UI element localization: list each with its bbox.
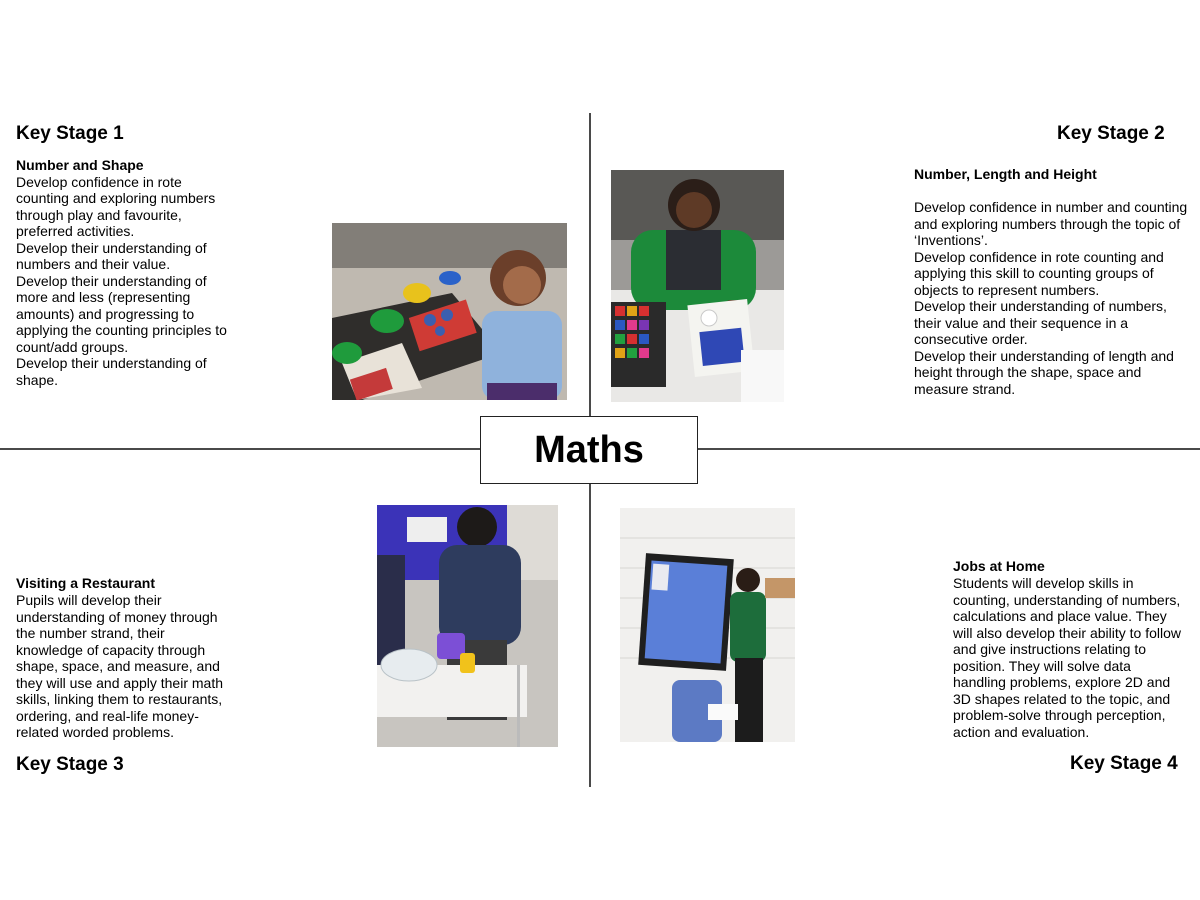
ks2-line: objects to represent numbers.: [914, 281, 1100, 298]
ks2-line: measure strand.: [914, 380, 1016, 397]
ks1-line: count/add groups.: [16, 338, 129, 355]
ks3-line: they will use and apply their math: [16, 674, 223, 691]
ks2-line: Develop confidence in rote counting and: [914, 248, 1164, 265]
ks3-line: ordering, and real-life money-: [16, 707, 199, 724]
ks2-line: ‘Inventions’.: [914, 232, 988, 248]
ks1-line: preferred activities.: [16, 223, 135, 239]
ks2-line: height through the shape, space and: [914, 364, 1142, 380]
ks3-heading: Key Stage 3: [16, 754, 124, 775]
ks4-photo: [620, 508, 795, 742]
ks1-line: shape.: [16, 371, 59, 388]
ks2-line: Develop their understanding of numbers,: [914, 298, 1167, 314]
ks3-photo: [377, 505, 558, 747]
ks1-text: [16, 157, 256, 388]
ks2-body: [914, 199, 1196, 397]
ks4-line: position. They will solve data: [953, 657, 1131, 674]
ks2-line: and exploring numbers through the topic of: [914, 215, 1181, 232]
ks2-heading: Key Stage 2: [1057, 123, 1165, 144]
ks4-body: [953, 575, 1193, 740]
ks3-line: related worded problems.: [16, 724, 174, 740]
ks2-line: applying this skill to counting groups of: [914, 265, 1154, 281]
ks4-line: counting, understanding of numbers,: [953, 591, 1181, 608]
page-title: Maths: [534, 428, 644, 471]
ks1-heading: Key Stage 1: [16, 123, 124, 144]
ks1-line: amounts) and progressing to: [16, 305, 195, 322]
ks1-line: through play and favourite,: [16, 206, 182, 223]
ks3-line: skills, linking them to restaurants,: [16, 691, 223, 707]
ks3-line: Pupils will develop their: [16, 592, 162, 608]
ks3-topic: Visiting a Restaurant: [16, 575, 156, 591]
ks3-line: knowledge of capacity through: [16, 641, 206, 658]
ks3-line: understanding of money through: [16, 608, 218, 625]
ks4-line: problem-solve through perception,: [953, 707, 1166, 723]
ks2-line: their value and their sequence in a: [914, 314, 1129, 331]
ks3-body: [16, 592, 256, 741]
ks1-line: more and less (representing: [16, 289, 191, 305]
ks1-line: numbers and their value.: [16, 256, 171, 272]
ks3-line: shape, space, and measure, and: [16, 658, 220, 674]
ks1-line: Develop their understanding of: [16, 272, 207, 289]
ks2-line: consecutive order.: [914, 331, 1028, 347]
ks4-topic: Jobs at Home: [953, 558, 1045, 574]
ks4-line: and give instructions relating to: [953, 641, 1146, 657]
ks4-line: will also develop their ability to follow: [953, 624, 1181, 641]
ks1-line: Develop their understanding of: [16, 239, 207, 256]
ks3-line: the number strand, their: [16, 625, 165, 641]
ks1-line: counting and exploring numbers: [16, 190, 216, 206]
ks1-line: Develop confidence in rote: [16, 173, 182, 190]
ks4-line: action and evaluation.: [953, 723, 1090, 740]
ks4-line: handling problems, explore 2D and: [953, 674, 1171, 690]
ks4-line: Students will develop skills in: [953, 575, 1134, 591]
ks2-line: Develop their understanding of length and: [914, 347, 1174, 364]
ks1-topic: Number and Shape: [16, 157, 144, 173]
ks4-heading: Key Stage 4: [1070, 753, 1178, 774]
ks2-topic: Number, Length and Height: [914, 166, 1097, 182]
title-box: [480, 416, 698, 484]
ks1-photo: [332, 223, 567, 400]
ks1-body: [16, 174, 256, 389]
ks4-line: calculations and place value. They: [953, 608, 1167, 624]
ks1-line: Develop their understanding of: [16, 355, 207, 371]
ks4-line: 3D shapes related to the topic, and: [953, 690, 1171, 707]
ks2-photo: [611, 170, 784, 402]
ks1-line: applying the counting principles to: [16, 322, 227, 338]
ks2-line: Develop confidence in number and counting: [914, 199, 1188, 215]
